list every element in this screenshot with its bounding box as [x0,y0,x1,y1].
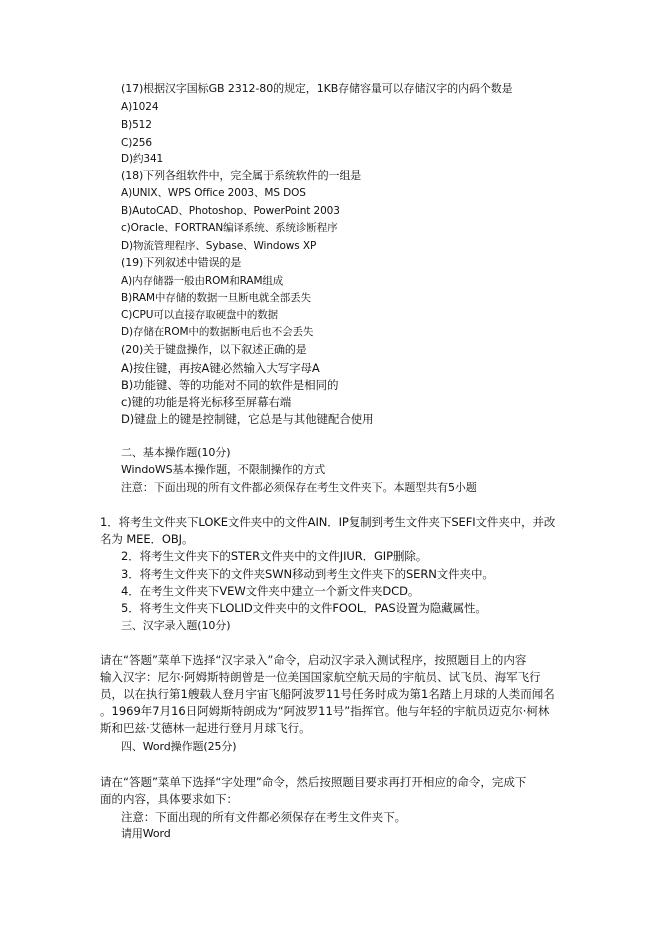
section-3-line: 斯和巴兹·艾德林一起进行登月月球飞行。 [100,721,311,735]
q20-option-b: B)功能键、等的功能对不同的软件是相同的 [121,378,339,392]
q18-option-b: B)AutoCAD、Photoshop、PowerPoint 2003 [121,205,340,217]
section-2-title: 二、基本操作题(10分) [121,446,231,459]
section-3-title: 三、汉字录入题(10分) [121,619,231,632]
q19-option-b: B)RAM中存储的数据一旦断电就全部丢失 [121,292,311,304]
q20-option-d: D)键盘上的键是控制键，它总是与其他键配合使用 [121,412,374,426]
section-3-paragraph [100,652,570,737]
section-4-tail: 请用Word [121,827,171,840]
section-2-item-1b: 名为 MEE．OBJ。 [100,532,194,546]
section-2-item-3: 3．将考生文件夹下的文件夹SWN移动到考生文件夹下的SERN文件夹中。 [121,567,494,581]
q18-option-a: A)UNIX、WPS Office 2003、MS DOS [121,187,306,199]
section-3-line: 请在“答题”菜单下选择“汉字录入”命令，启动汉字录入测试程序，按照题目上的内容 [100,653,527,667]
question-20: (20)关于键盘操作，以下叙述正确的是 [121,343,307,356]
q17-option-d: D)约341 [121,153,164,165]
q17-option-c: C)256 [121,137,152,149]
section-2-item-1a: 1．将考生文件夹下LOKE文件夹中的文件AIN．IP复制到考生文件夹下SEFI文件夹中，并改 [100,515,556,529]
section-4-note: 注意：下面出现的所有文件都必须保存在考生文件夹下。 [121,810,406,824]
section-4-line: 请在“答题”菜单下选择“字处理”命令，然后按照题目要求再打开相应的命令，完成下 [100,775,527,789]
q19-option-a: A)内存储器一般由ROM和RAM组成 [121,275,284,287]
section-2-item-2: 2．将考生文件夹下的STER文件夹中的文件JIUR．GIP删除。 [121,549,428,563]
section-3-line: 。1969年7月16日阿姆斯特朗成为“阿波罗11号”指挥官。他与年轻的宇航员迈克尔·柯林 [100,704,550,718]
q20-option-a: A)按住键，再按A键必然输入大写字母A [121,361,320,375]
q19-option-c: C)CPU可以直接存取硬盘中的数据 [121,309,279,321]
q17-option-a: A)1024 [121,101,159,113]
q18-option-c: c)Oracle、FORTRAN编译系统、系统诊断程序 [121,222,338,234]
q17-option-b: B)512 [121,119,152,131]
section-3-line: 输入汉字：尼尔·阿姆斯特朗曾是一位美国国家航空航天局的宇航员、试飞员、海军飞行 [100,670,541,684]
question-17: (17)根据汉字国标GB 2312-80的规定，1KB存储容量可以存储汉字的内码个数是 [121,82,513,95]
section-2-note: 注意：下面出现的所有文件都必须保存在考生文件夹下。本题型共有5小题 [121,481,477,494]
section-2-line-1: WindoWS基本操作题，不限制操作的方式 [121,463,326,476]
question-18: (18)下列各组软件中，完全属于系统软件的一组是 [121,169,362,182]
section-4-paragraph [100,774,570,808]
question-19: (19)下列叙述中错误的是 [121,256,242,269]
q18-option-d: D)物流管理程序、Sybase、Windows XP [121,240,317,252]
q20-option-c: c)键的功能是将光标移至屏幕右端 [121,395,292,409]
section-2-item-4: 4．在考生文件夹下VEW文件夹中建立一个新文件夹DCD。 [121,584,420,598]
section-4-line: 面的内容，具体要求如下： [100,792,238,806]
section-3-line: 员，以在执行第1艘载人登月宇宙飞船阿波罗11号任务时成为第1名踏上月球的人类而闻名 [100,687,555,701]
section-2-item-5: 5．将考生文件夹下LOLID文件夹中的文件FOOL．PAS设置为隐藏属性。 [121,601,487,615]
section-4-title: 四、Word操作题(25分) [121,740,237,753]
q19-option-d: D)存储在ROM中的数据断电后也不会丢失 [121,326,314,338]
